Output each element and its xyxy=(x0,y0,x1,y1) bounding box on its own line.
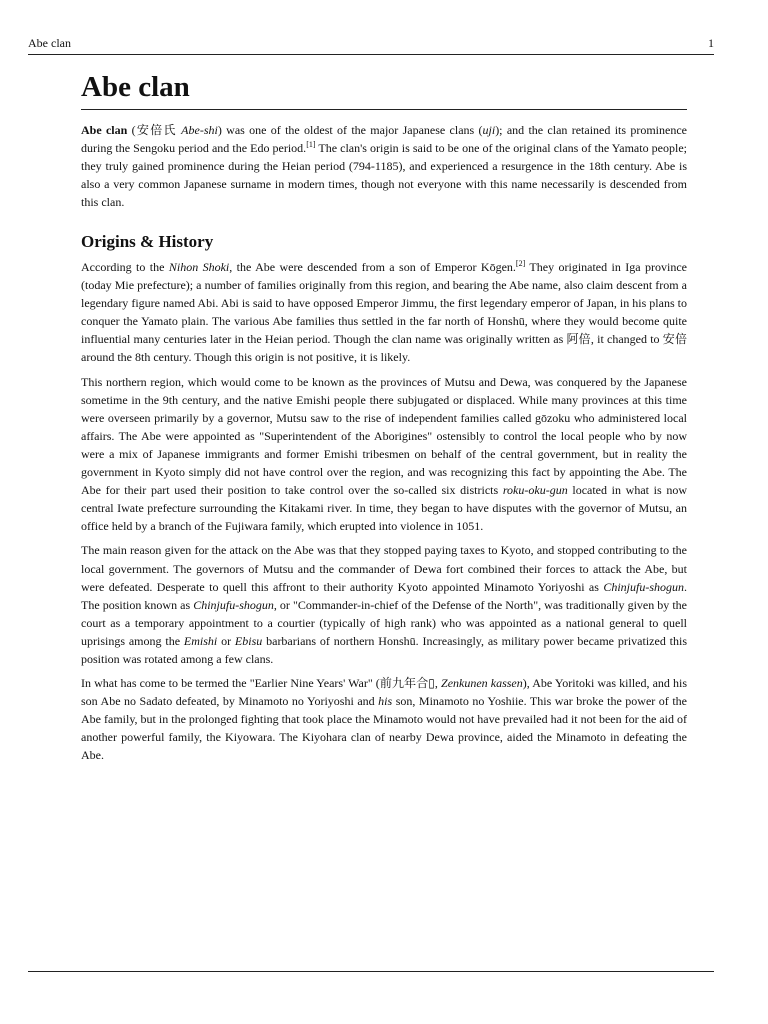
ebisu-term: Ebisu xyxy=(234,633,263,648)
war-kanji: 前九年合 xyxy=(379,676,429,691)
zenkunen-kassen-term: Zenkunen kassen xyxy=(441,676,523,691)
missing-glyph-icon: ▯ xyxy=(428,676,435,691)
page-number: 1 xyxy=(708,36,714,50)
roku-oku-gun-term: roku-oku-gun xyxy=(502,483,568,498)
paragraph-descent: According to the Nihon Shoki, the Abe were descended from a son of Emperor Kōgen.[2] They originated in Iga province (today Mie prefecture); a number of families originally from this region, and bearing the Abe name, also claim descent from a legendary figure named Abi. Abi is said to have opposed Emperor Jimmu, the first legendary emperor of Japan, in his plans to conquer the Yamato plain. The various Abe families thus settled in the far north of Honshū, where they would become quite influential many centuries later in the Heian period. Though the clan name was originally written as 阿倍, it changed to 安倍 around the 8th century. Though this origin is not positive, it is likely. xyxy=(81,259,687,365)
footer-divider xyxy=(28,971,714,972)
running-header xyxy=(28,36,714,50)
kanji-old-name: 阿倍 xyxy=(566,332,591,347)
intro-paragraph: Abe clan (安倍氏 Abe-shi) was one of the oldest of the major Japanese clans (uji); and the clan retained its prominence during the Sengoku period and the Edo period.[1] The clan's origin is said to be one of the original clans of the Yamato people; they truly gained prominence during the Heian period (794-1185), and experienced a resurgence in the 18th century. Abe is also a very common Japanese surname in modern times, though not everyone with this name necessarily is descended from this clan. xyxy=(81,123,687,210)
reference-link-1[interactable]: [1] xyxy=(306,140,316,150)
chinjufu-shogun-term: Chinjufu-shogun xyxy=(603,579,684,594)
header-divider xyxy=(28,54,714,55)
kanji-new-name: 安倍 xyxy=(662,332,687,347)
title-divider xyxy=(81,109,687,110)
origins-history-section xyxy=(81,258,687,771)
intro-section xyxy=(81,121,687,217)
reference-link-2[interactable]: [2] xyxy=(515,259,526,268)
section-heading-origins-history: Origins & History xyxy=(81,232,214,251)
article-title: Abe clan xyxy=(81,71,190,103)
paragraph-attack-reason: The main reason given for the attack on the Abe was that they stopped paying taxes to Kyoto, and stopped contributing to the local government. The governors of Mutsu and the commander of Dewa fort combined their forces to attack the Abe, but were defeated. Desperate to quell this affront to their authority Kyoto appointed Minamoto Yoriyoshi as Chinjufu-shogun. The position known as Chinjufu-shogun, or "Commander-in-chief of the Defense of the North", was traditionally given by the court as a temporary appointment to a courtier (typically of high rank) who was appointed as a national general to quell uprisings among the Emishi or Ebisu barbarians of northern Honshū. Increasingly, as military power became privatized this position was rotated among a few clans. xyxy=(81,543,688,666)
paragraph-northern-region: This northern region, which would come to be known as the provinces of Mutsu and Dewa, was conquered by the Japanese sometime in the 9th century, and the native Emishi people there subjugated or displaced. While many provinces at this time were overseen primarily by a governor, Mutsu saw to the rise of independent families called gōzoku who administered local affairs. The Abe were appointed as "Superintendent of the Aborigines" ostensibly to control the local people who by now were a mix of Japanese immigrants and former Emishi tribesmen on behalf of the central government, but in reality the government in Kyoto simply did not have control over the region, and was recognizing this fact by appointing the Abe. The Abe for their part used their position to take control over the so-called six districts roku-oku-gun located in what is now central Iwate prefecture surrounding the Kitakami river. In time, they began to have disputes with the governor of Mutsu, an office held by a branch of the Fujiwara family, which erupted into violence in 1051. xyxy=(81,374,687,534)
uji-term: uji xyxy=(482,123,496,137)
running-title: Abe clan xyxy=(28,36,71,50)
emphasis-his: his xyxy=(378,694,393,709)
nihon-shoki-title: Nihon Shoki xyxy=(168,260,230,274)
clan-romaji: Abe-shi xyxy=(176,123,218,137)
clan-kanji: 安倍氏 xyxy=(135,123,177,137)
paragraph-nine-years-war: In what has come to be termed the "Earlier Nine Years' War" (前九年合▯, Zenkunen kassen), Abe Yoritoki was killed, and his son Abe no Sadato defeated, by Minamoto no Yoriyoshi and his son, Minamoto no Yoshiie. This war broke the power of the Abe family, but in the prolonged fighting that took place the Minamoto would not have prevailed had it not been for the aid of another powerful family, the Kiyowara. The Kiyohara clan of nearby Dewa province, aided the Minamoto in defeating the Abe. xyxy=(81,676,687,763)
emishi-term: Emishi xyxy=(183,633,218,648)
chinjufu-shogun-term: Chinjufu-shogun xyxy=(193,597,274,612)
intro-subject: Abe clan xyxy=(81,123,128,137)
